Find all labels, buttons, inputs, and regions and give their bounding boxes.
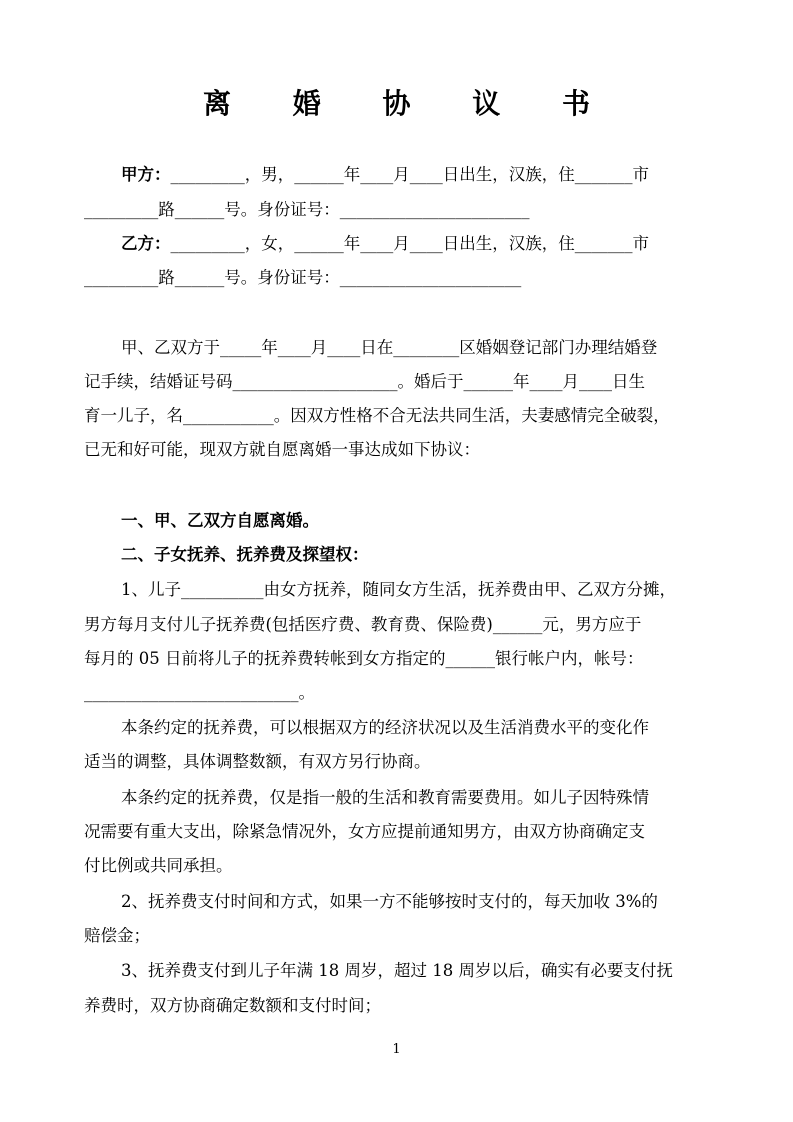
party-a-line-1: 甲方：_________，男，______年____月____日出生，汉族，住_______市 (121, 165, 649, 184)
section-1-heading: 一、甲、乙双方自愿离婚。 (121, 511, 319, 530)
party-a-line-2: _________路______号。身份证号：_______________________ (84, 200, 530, 219)
adjust-para-line-1: 本条约定的抚养费，可以根据双方的经济状况以及生活消费水平的变化作 (121, 718, 649, 737)
party-b-line-2: _________路______号。身份证号：______________________ (84, 268, 522, 287)
clause-2-line-1: 2、抚养费支付时间和方式，如果一方不能够按时支付的，每天加收 3%的 (121, 892, 658, 911)
party-b-line-1: 乙方：_________，女，______年____月____日出生，汉族，住_______市 (121, 234, 649, 253)
clause-1-line-4: __________________________。 (84, 683, 315, 702)
general-para-line-3: 付比例或共同承担。 (84, 856, 233, 875)
page-number: 1 (392, 1042, 401, 1057)
clause-2-line-2: 赔偿金； (84, 926, 150, 945)
intro-line-4: 已无和好可能，现双方就自愿离婚一事达成如下协议： (84, 440, 480, 459)
adjust-para-line-2: 适当的调整，具体调整数额，有双方另行协商。 (84, 752, 431, 771)
intro-line-3: 育一儿子，名___________。因双方性格不合无法共同生活，夫妻感情完全破裂， (84, 406, 670, 425)
clause-3-line-1: 3、抚养费支付到儿子年满 18 周岁，超过 18 周岁以后，确实有必要支付抚 (121, 961, 673, 980)
clause-1-line-2: 男方每月支付儿子抚养费(包括医疗费、教育费、保险费)______元，男方应于 (84, 615, 642, 634)
general-para-line-2: 况需要有重大支出，除紧急情况外，女方应提前通知男方，由双方协商确定支 (84, 822, 645, 841)
clause-1-line-3: 每月的 05 日前将儿子的抚养费转帐到女方指定的______银行帐户内，帐号： (84, 649, 644, 668)
intro-line-2: 记手续，结婚证号码____________________。婚后于______年____月____日生 (84, 372, 645, 391)
clause-1-line-1: 1、儿子__________由女方抚养，随同女方生活，抚养费由甲、乙双方分摊， (121, 580, 676, 599)
section-2-heading: 二、子女抚养、抚养费及探望权： (121, 545, 369, 564)
general-para-line-1: 本条约定的抚养费，仅是指一般的生活和教育需要费用。如儿子因特殊情 (121, 788, 649, 807)
clause-3-line-2: 养费时，双方协商确定数额和支付时间； (84, 996, 381, 1015)
document-title: 离 婚 协 议 书 (203, 87, 616, 120)
intro-line-1: 甲、乙双方于_____年____月____日在________区婚姻登记部门办理结婚登 (121, 338, 658, 357)
